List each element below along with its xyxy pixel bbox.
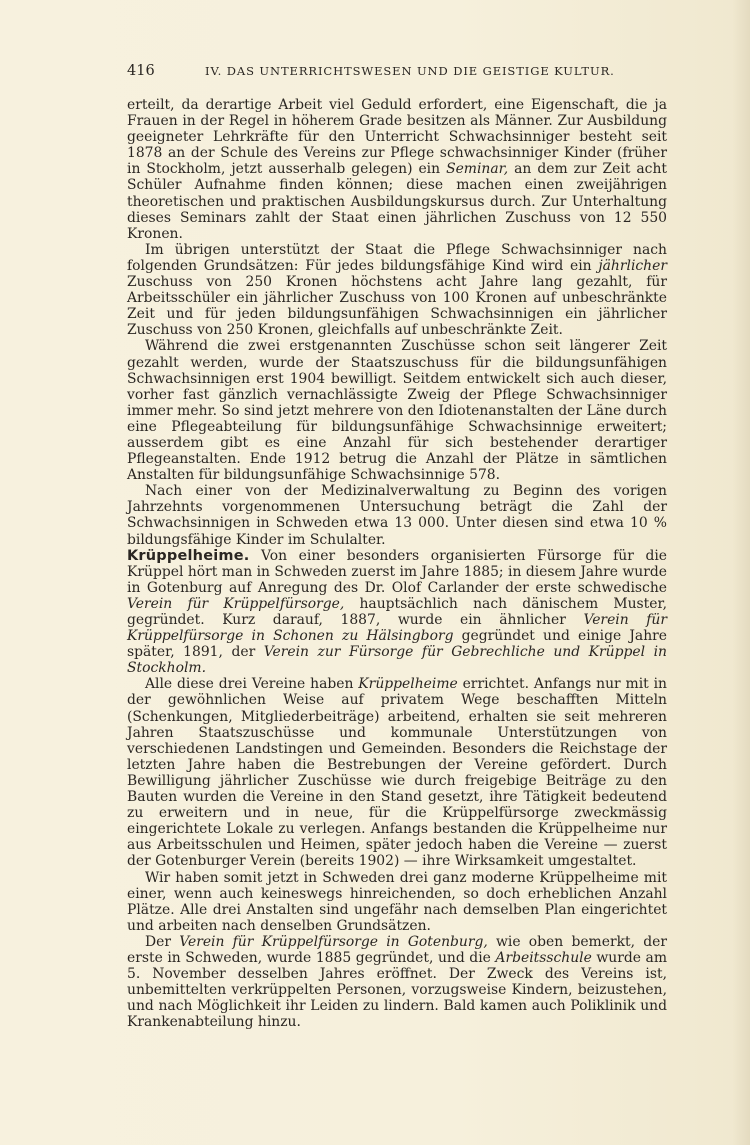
- italic-phrase: Seminar,: [446, 161, 509, 178]
- text-run: errichtet. Anfangs nur mit in der gewöhnlichen Weise auf privatem Wege beschafften Mitteln (Schenkungen, Mitgliederbeiträge) arbeitend, erhalten sie seit mehreren Jahren Staatszuschüsse und kommunale Unterstützungen von verschiedenen Landstingen und Gemeinden. Besonders die Reichstage der letzten Jahre haben die Bestrebungen der Vereine gefördert. Durch Bewilligung jährlicher Zuschüsse wie durch freigebige Beiträge zu den Bauten wurden die Vereine in den Stand gesetzt, ihre Tätigkeit bedeutend zu erweitern und in neue, für die Krüppelfürsorge zweckmässig eingerichtete Lokale zu verlegen. Anfangs bestanden die Krüppelheime nur aus Arbeitsschulen und Heimen, später jedoch haben die Vereine — zuerst der Gotenburger Verein (bereits 1902) — ihre Wirksamkeit umgestaltet.: [127, 676, 667, 870]
- text-run: Während die zwei erstgenannten Zuschüsse schon seit längerer Zeit gezahlt werden, wurde der Staatszuschuss für die bildungsunfähigen Schwachsinnigen erst 1904 bewilligt. Seitdem entwickelt sich auch dieser, vorher fast gänzlich vernachlässigte Zweig der Pflege Schwachsinniger immer mehr. So sind jetzt mehrere von den Idiotenanstalten der Läne durch eine Pflegeabteilung für bildungsunfähige Schwachsinnige erweitert; ausserdem gibt es eine Anzahl für sich bestehender derartiger Pflegeanstalten. Ende 1912 betrug die Anzahl der Plätze in sämtlichen Anstalten für bildungsunfähige Schwachsinnige 578.: [127, 338, 667, 484]
- text-run: Von einer besonders organisierten Fürsorge für die Krüppel hört man in Schweden zuerst im Jahre 1885; in diesem Jahre wurde in Gotenburg auf Anregung des Dr. Olof Carlander der erste schwedische: [127, 547, 667, 596]
- paragraph: [127, 242, 667, 339]
- text-run: erteilt, da derartige Arbeit viel Geduld erfordert, eine Eigenschaft, die ja Frauen in der Regel in höherem Grade besitzen als Männer. Zur Ausbildung geeigneter Lehrkräfte für den Unterricht Schwachsinniger besteht seit 1878 an der Schule des Vereins zur Pflege schwachsinniger Kinder (früher in Stockholm, jetzt ausserhalb gelegen) ein: [127, 97, 667, 178]
- paragraph: [127, 338, 667, 483]
- paragraph: [127, 870, 667, 934]
- page-number: 416: [127, 63, 155, 79]
- section-heading: Krüppelheime.: [127, 547, 250, 564]
- paragraph: [127, 676, 667, 869]
- text-run: Der: [145, 933, 180, 950]
- paragraph: [127, 483, 667, 547]
- italic-phrase: Verein zur Fürsorge für Gebrechliche und Krüppel in Stockholm.: [127, 644, 667, 677]
- text-run: Zuschuss von 250 Kronen höchstens acht Jahre lang gezahlt, für Arbeitsschüler ein jährlicher Zuschuss von 100 Kronen auf unbeschränkte Zeit und für jeden bildungsunfähigen Schwachsinnigen ein jährlicher Zuschuss von 250 Kronen, gleichfalls auf unbeschränkte Zeit.: [127, 274, 667, 339]
- paragraph: [127, 97, 667, 242]
- text-run: an dem zur Zeit acht Schüler Aufnahme finden können; diese machen einen zweijährigen theoretischen und praktischen Ausbildungskursus durch. Zur Unterhaltung dieses Seminars zahlt der Staat einen jährlichen Zuschuss von 12 550 Kronen.: [127, 161, 667, 242]
- italic-phrase: Krüppelheime: [358, 676, 458, 693]
- text-run: Wir haben somit jetzt in Schweden drei ganz moderne Krüppelheime mit einer, wenn auch keineswegs hinreichenden, so doch erheblichen Anzahl Plätze. Alle drei Anstalten sind ungefähr nach demselben Plan eingerichtet und arbeiten nach denselben Grundsätzen.: [127, 869, 667, 934]
- italic-phrase: Verein für Krüppelfürsorge in Gotenburg,: [179, 933, 488, 950]
- text-run: wie oben bemerkt, der erste in Schweden, wurde 1885 gegründet, und die: [127, 933, 667, 966]
- text-run: Alle diese drei Vereine haben: [145, 676, 359, 693]
- running-head: IV. DAS UNTERRICHTSWESEN UND DIE GEISTIGE KULTUR.: [205, 64, 615, 78]
- italic-phrase: Verein für Krüppelfürsorge in Schonen zu Hälsingborg: [127, 612, 667, 645]
- body-text: [127, 97, 667, 1030]
- paragraph: [127, 934, 667, 1031]
- text-run: gegründet und einige Jahre später, 1891, der: [127, 628, 668, 661]
- text-run: Im übrigen unterstützt der Staat die Pflege Schwachsinniger nach folgenden Grundsätzen: Für jedes bildungsfähige Kind wird ein: [127, 241, 667, 274]
- paragraph: [127, 548, 667, 677]
- text-run: hauptsächlich nach dänischem Muster, gegründet. Kurz darauf, 1887, wurde ein ähnlicher: [127, 595, 667, 628]
- italic-phrase: jährlicher: [598, 257, 667, 274]
- italic-phrase: Verein für Krüppelfürsorge,: [127, 595, 345, 612]
- page-edge-shadow: [732, 0, 750, 1145]
- italic-phrase: Arbeitsschule: [495, 949, 592, 966]
- text-run: wurde am 5. November desselben Jahres eröffnet. Der Zweck des Vereins ist, unbemittelten verkrüppelten Personen, vorzugsweise Kindern, beizustehen, und nach Möglichkeit ihr Leiden zu lindern. Bald kamen auch Poliklinik und Krankenabteilung hinzu.: [127, 949, 667, 1031]
- page-header: [127, 63, 663, 83]
- text-run: Nach einer von der Medizinalverwaltung zu Beginn des vorigen Jahrzehnts vorgenommenen Untersuchung beträgt die Zahl der Schwachsinnigen in Schweden etwa 13 000. Unter diesen sind etwa 10 % bildungsfähige Kinder im Schulalter.: [127, 483, 667, 548]
